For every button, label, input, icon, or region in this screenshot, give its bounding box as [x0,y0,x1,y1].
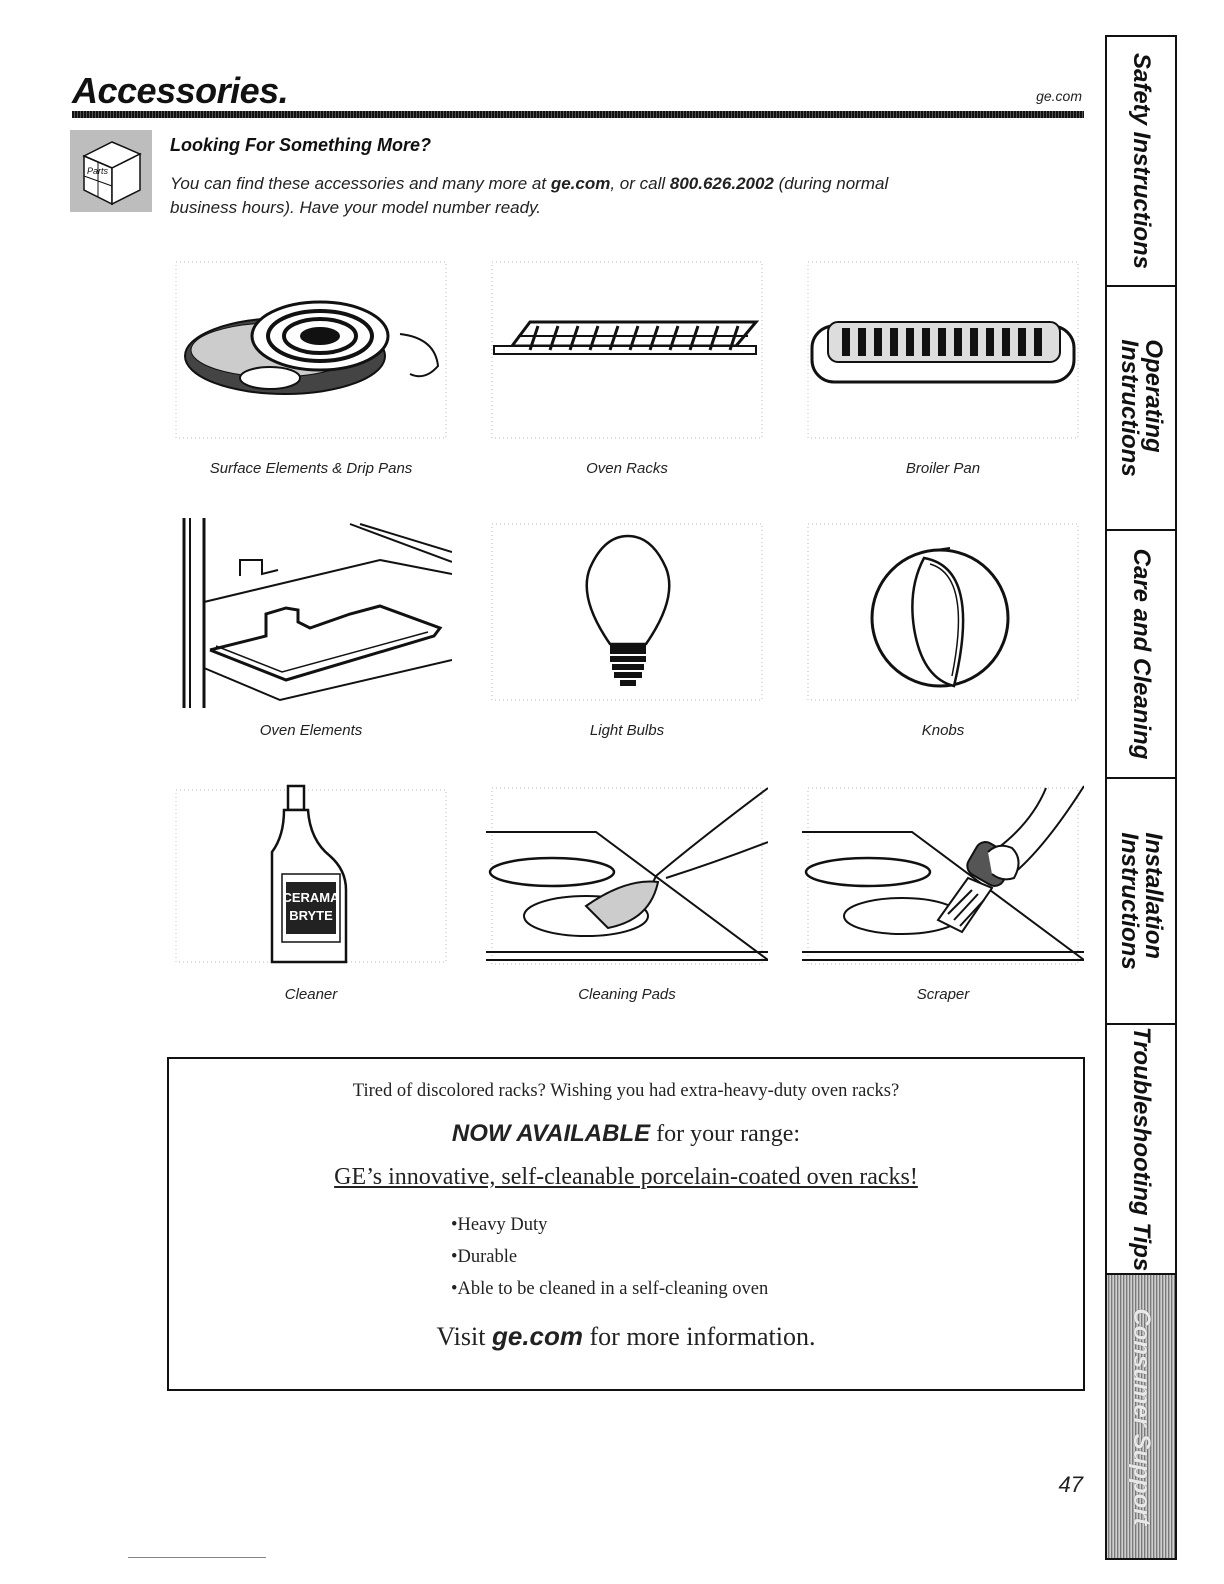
list-item: • Able to be cleaned in a self-cleaning oven [451,1273,1083,1305]
accessory-oven-racks [486,256,776,477]
drip-pan-icon [170,256,452,446]
accessory-label: Broiler Pan [905,460,981,477]
list-item: • Durable [451,1241,1083,1273]
intro-site-link[interactable]: ge.com [550,174,611,193]
cleaner-bottle-icon [170,782,452,972]
list-item: • Heavy Duty [451,1209,1083,1241]
section-tabs [1105,35,1177,1560]
accessories-grid [170,256,1090,1016]
promo-box [167,1057,1085,1391]
promo-now-available: NOW AVAILABLE for your range: [451,1120,801,1147]
broiler-pan-icon [802,256,1084,446]
accessory-label: Oven Elements [259,722,363,739]
accessory-light-bulbs [486,518,776,739]
header-rule [72,111,1084,118]
tab-label: Care and Cleaning [1128,548,1155,760]
intro-phone: 800.626.2002 [669,174,774,193]
accessory-cleaner [170,782,460,1003]
tab-label: Troubleshooting Tips [1128,1026,1155,1272]
tab-troubleshooting-tips[interactable] [1107,1025,1175,1275]
accessory-knobs [802,518,1092,739]
accessory-label: Scraper [916,986,970,1003]
accessory-scraper [802,782,1092,1003]
accessory-label: Cleaner [284,986,338,1003]
scraper-icon [802,782,1084,972]
svg-text:BRYTE: BRYTE [289,908,333,923]
intro-text: You can find these accessories and many more at ge.com, or call 800.626.2002 (during normal business hours). Have your model number ready. [170,174,889,217]
tab-label: Operating Instructions [1116,339,1167,477]
tab-safety-instructions[interactable] [1107,37,1175,287]
parts-box-icon [70,130,152,212]
tab-operating-instructions[interactable] [1107,287,1175,531]
promo-feature-list [451,1209,1083,1305]
oven-element-icon [170,518,452,708]
accessory-surface-elements [170,256,460,477]
knob-icon [802,518,1084,708]
tab-installation-instructions[interactable] [1107,779,1175,1025]
tab-care-and-cleaning[interactable] [1107,531,1175,779]
accessory-label: Oven Racks [586,460,668,477]
accessory-label: Light Bulbs [589,722,665,739]
cleaning-pad-icon [486,782,768,972]
light-bulb-icon [486,518,768,708]
svg-text:CERAMA: CERAMA [282,890,340,905]
accessory-cleaning-pads [486,782,776,1003]
promo-visit: Visit ge.com for more information. [436,1321,816,1351]
page-number: 47 [1058,1472,1083,1497]
intro-heading: Looking For Something More? [170,135,431,155]
promo-headline: GE’s innovative, self-cleanable porcelain-coated oven racks! [334,1164,918,1190]
accessory-label: Knobs [921,722,965,739]
accessory-oven-elements [170,518,460,739]
oven-rack-icon [486,256,768,446]
tab-label: Installation Instructions [1116,832,1167,970]
promo-site-link[interactable]: ge.com [491,1321,584,1351]
accessory-broiler-pan [802,256,1092,477]
footer-rule [128,1557,266,1558]
page-title: Accessories. [72,70,289,111]
accessory-label: Surface Elements & Drip Pans [209,460,413,477]
accessory-label: Cleaning Pads [578,986,676,1003]
promo-question: Tired of discolored racks? Wishing you had extra-heavy-duty oven racks? [352,1081,900,1101]
tab-label: Safety Instructions [1128,52,1155,270]
tab-label: Consumer Support [1128,1307,1155,1526]
tab-consumer-support[interactable] [1107,1275,1175,1558]
header-site-link[interactable]: ge.com [1036,88,1082,104]
svg-text:Parts: Parts [87,166,109,176]
